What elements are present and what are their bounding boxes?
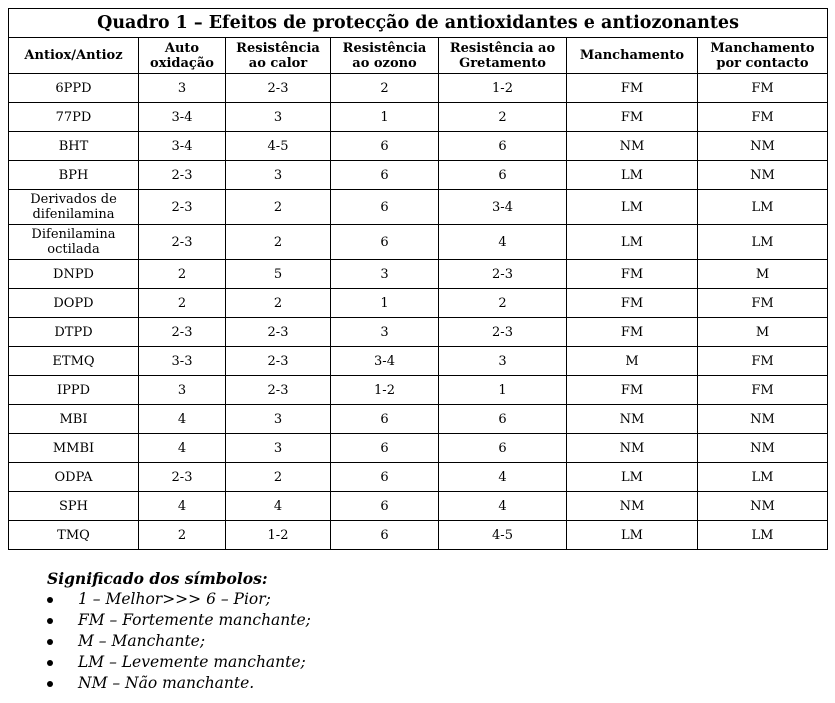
- column-header-line: Gretamento: [459, 55, 546, 71]
- row-name-cell: [9, 132, 139, 161]
- bullet-icon: [47, 618, 53, 624]
- column-header-line: ao ozono: [352, 55, 417, 71]
- table-cell: 2: [139, 260, 226, 289]
- table-cell: LM: [698, 521, 828, 550]
- table-cell: 4: [139, 405, 226, 434]
- table-cell: 4: [226, 492, 331, 521]
- row-name-cell: [9, 376, 139, 405]
- table-row: [9, 225, 828, 260]
- table-cell: 6: [331, 434, 439, 463]
- table-cell: 1-2: [439, 74, 567, 103]
- table-cell: 2: [226, 225, 331, 260]
- row-name-cell: [9, 318, 139, 347]
- table-cell: 3: [331, 318, 439, 347]
- table-cell: FM: [567, 74, 698, 103]
- row-name-line: ODPA: [54, 469, 93, 485]
- table-cell: 1: [331, 289, 439, 318]
- row-name-line: 77PD: [55, 109, 92, 125]
- table-cell: 2: [439, 103, 567, 132]
- table-cell: 6: [331, 521, 439, 550]
- legend: [47, 568, 311, 694]
- table-cell: 4: [139, 434, 226, 463]
- table-cell: M: [698, 318, 828, 347]
- table-cell: 2: [226, 190, 331, 225]
- row-name-line: MBI: [59, 411, 88, 427]
- table-cell: 6: [331, 405, 439, 434]
- table-cell: FM: [567, 260, 698, 289]
- table-row: [9, 405, 828, 434]
- legend-item-text: M – Manchante;: [78, 632, 206, 650]
- table-cell: 6: [331, 225, 439, 260]
- table-row: [9, 132, 828, 161]
- table-cell: FM: [567, 318, 698, 347]
- column-header-line: Manchamento: [579, 48, 685, 63]
- table-cell: NM: [567, 405, 698, 434]
- table-cell: 4: [439, 463, 567, 492]
- row-name-line: SPH: [59, 498, 88, 514]
- table-cell: 3: [439, 347, 567, 376]
- legend-item: [47, 589, 311, 610]
- table-cell: 2-3: [226, 318, 331, 347]
- row-name-cell: [9, 463, 139, 492]
- table-cell: NM: [567, 132, 698, 161]
- row-name-cell: [9, 492, 139, 521]
- table-cell: 1-2: [226, 521, 331, 550]
- document: [8, 8, 827, 550]
- table-cell: 3-4: [139, 132, 226, 161]
- table-cell: 2-3: [439, 318, 567, 347]
- column-header: [139, 38, 226, 74]
- table-cell: 2: [226, 289, 331, 318]
- table-cell: 5: [226, 260, 331, 289]
- table-row: [9, 434, 828, 463]
- table-cell: LM: [567, 463, 698, 492]
- legend-item-text: FM – Fortemente manchante;: [78, 611, 311, 629]
- table-cell: 4-5: [439, 521, 567, 550]
- table-row: [9, 521, 828, 550]
- table-row: [9, 289, 828, 318]
- table-cell: 4-5: [226, 132, 331, 161]
- table-cell: LM: [567, 225, 698, 260]
- column-header-line: ao calor: [248, 55, 308, 71]
- table-row: [9, 318, 828, 347]
- table-quadro-1: [8, 8, 828, 550]
- table-cell: 6: [439, 434, 567, 463]
- legend-list: [47, 589, 311, 694]
- bullet-icon: [47, 660, 53, 666]
- table-cell: 2-3: [139, 463, 226, 492]
- table-cell: LM: [698, 190, 828, 225]
- table-cell: 3-4: [439, 190, 567, 225]
- table-row: [9, 492, 828, 521]
- table-cell: 3: [226, 103, 331, 132]
- table-cell: NM: [698, 492, 828, 521]
- table-cell: FM: [698, 103, 828, 132]
- table-cell: FM: [567, 289, 698, 318]
- table-cell: 2-3: [439, 260, 567, 289]
- row-name-line: difenilamina: [32, 207, 115, 222]
- table-cell: 6: [439, 132, 567, 161]
- table-cell: LM: [567, 521, 698, 550]
- row-name-cell: [9, 405, 139, 434]
- table-cell: 3: [226, 434, 331, 463]
- row-name-cell: [9, 347, 139, 376]
- table-cell: 2: [439, 289, 567, 318]
- table-row: [9, 74, 828, 103]
- row-name-line: BPH: [58, 167, 89, 183]
- table-cell: FM: [567, 376, 698, 405]
- row-name-cell: [9, 434, 139, 463]
- column-header: [9, 38, 139, 74]
- row-name-cell: [9, 260, 139, 289]
- legend-item-text: LM – Levemente manchante;: [78, 653, 306, 671]
- table-cell: 1-2: [331, 376, 439, 405]
- row-name-line: octilada: [47, 242, 100, 257]
- row-name-line: TMQ: [57, 527, 90, 543]
- column-header-line: Resistência: [236, 40, 320, 56]
- table-cell: 4: [439, 492, 567, 521]
- column-header-line: Antiox/Antioz: [24, 48, 123, 63]
- table-cell: 6: [331, 132, 439, 161]
- table-cell: LM: [698, 463, 828, 492]
- table-cell: M: [567, 347, 698, 376]
- table-cell: LM: [567, 161, 698, 190]
- row-name-line: DTPD: [54, 324, 93, 340]
- table-cell: 3: [226, 161, 331, 190]
- legend-title: Significado dos símbolos:: [47, 569, 268, 588]
- table-cell: 6: [331, 190, 439, 225]
- table-cell: 3: [139, 376, 226, 405]
- legend-item-text: 1 – Melhor>>> 6 – Pior;: [78, 590, 271, 608]
- column-header: [331, 38, 439, 74]
- table-row: [9, 260, 828, 289]
- table-cell: 2: [139, 521, 226, 550]
- row-name-line: IPPD: [56, 382, 91, 398]
- header-row: [9, 38, 828, 74]
- table-cell: LM: [698, 225, 828, 260]
- table-cell: 4: [439, 225, 567, 260]
- table-cell: 6: [439, 405, 567, 434]
- column-header-line: Manchamento: [710, 40, 815, 56]
- table-cell: 2-3: [139, 161, 226, 190]
- table-cell: NM: [567, 434, 698, 463]
- table-cell: 6: [331, 161, 439, 190]
- table-cell: FM: [698, 289, 828, 318]
- table-cell: NM: [698, 434, 828, 463]
- legend-item-text: NM – Não manchante.: [78, 674, 255, 692]
- table-cell: FM: [567, 103, 698, 132]
- row-name-line: 6PPD: [55, 80, 92, 96]
- table-cell: 3: [139, 74, 226, 103]
- table-cell: 1: [439, 376, 567, 405]
- table-cell: 3-4: [139, 103, 226, 132]
- table-cell: 3-4: [331, 347, 439, 376]
- table-cell: M: [698, 260, 828, 289]
- row-name-cell: [9, 190, 139, 225]
- table-cell: 2-3: [226, 376, 331, 405]
- table-cell: 2: [331, 74, 439, 103]
- table-row: [9, 463, 828, 492]
- column-header-line: por contacto: [716, 55, 809, 71]
- legend-item: [47, 610, 311, 631]
- table-cell: FM: [698, 347, 828, 376]
- table-row: [9, 190, 828, 225]
- table-cell: 6: [331, 492, 439, 521]
- table-cell: 2: [139, 289, 226, 318]
- row-name-cell: [9, 103, 139, 132]
- table-cell: 3: [331, 260, 439, 289]
- bullet-icon: [47, 681, 53, 687]
- column-header: [698, 38, 828, 74]
- table-cell: 2: [226, 463, 331, 492]
- row-name-line: MMBI: [52, 440, 95, 456]
- legend-item: [47, 631, 311, 652]
- table-cell: 6: [331, 463, 439, 492]
- row-name-line: Derivados de: [30, 192, 117, 207]
- row-name-cell: [9, 289, 139, 318]
- table-cell: NM: [698, 161, 828, 190]
- column-header-line: oxidação: [150, 55, 214, 71]
- table-cell: 2-3: [139, 190, 226, 225]
- table-cell: FM: [698, 376, 828, 405]
- column-header-line: Resistência: [342, 40, 427, 56]
- table-row: [9, 103, 828, 132]
- table-row: [9, 376, 828, 405]
- legend-item: [47, 673, 311, 694]
- table-cell: 2-3: [226, 74, 331, 103]
- column-header-line: Auto: [164, 40, 200, 56]
- table-row: [9, 347, 828, 376]
- row-name-line: Difenilamina: [31, 227, 116, 242]
- row-name-line: BHT: [58, 138, 89, 154]
- table-title: Quadro 1 – Efeitos de protecção de antioxidantes e antiozonantes: [9, 9, 828, 38]
- column-header-line: Resistência ao: [449, 40, 556, 56]
- row-name-cell: [9, 161, 139, 190]
- row-name-line: ETMQ: [52, 353, 95, 369]
- column-header: [439, 38, 567, 74]
- row-name-cell: [9, 521, 139, 550]
- row-name-cell: [9, 225, 139, 260]
- table-cell: 1: [331, 103, 439, 132]
- table-body: [9, 74, 828, 550]
- table-cell: 6: [439, 161, 567, 190]
- table-cell: 2-3: [139, 318, 226, 347]
- table-cell: 3: [226, 405, 331, 434]
- bullet-icon: [47, 639, 53, 645]
- table-cell: LM: [567, 190, 698, 225]
- legend-item: [47, 652, 311, 673]
- table-cell: 4: [139, 492, 226, 521]
- table-cell: 2-3: [139, 225, 226, 260]
- row-name-cell: [9, 74, 139, 103]
- row-name-line: DOPD: [53, 295, 94, 311]
- table-cell: NM: [698, 132, 828, 161]
- table-cell: FM: [698, 74, 828, 103]
- bullet-icon: [47, 597, 53, 603]
- table-cell: 3-3: [139, 347, 226, 376]
- column-header: [567, 38, 698, 74]
- table-cell: NM: [567, 492, 698, 521]
- table-cell: 2-3: [226, 347, 331, 376]
- table-row: [9, 161, 828, 190]
- row-name-line: DNPD: [53, 266, 94, 282]
- table-cell: NM: [698, 405, 828, 434]
- column-header: [226, 38, 331, 74]
